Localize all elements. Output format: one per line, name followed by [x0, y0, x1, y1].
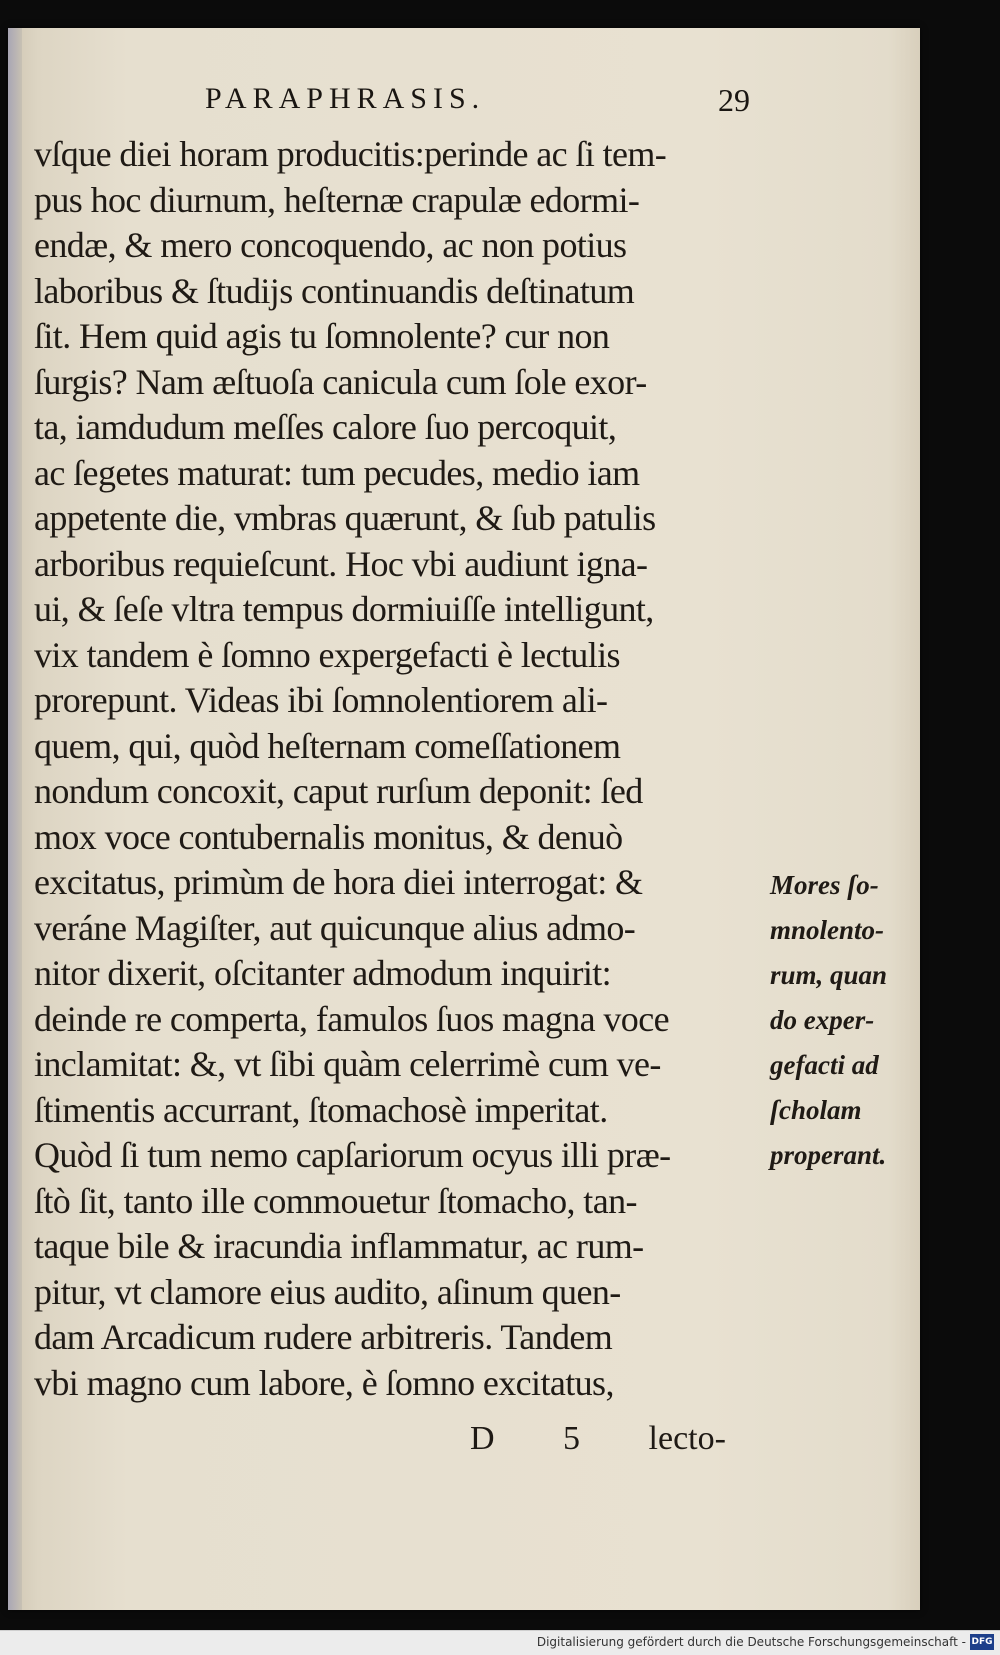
dfg-logo: DFG	[970, 1634, 994, 1650]
text-line: ta, iamdudum meſſes calore ſuo percoquit,	[34, 407, 617, 447]
page-number: 29	[718, 82, 750, 118]
text-line: endæ, & mero concoquendo, ac non potius	[34, 225, 627, 265]
text-line: inclamitat: &, vt ſibi quàm celerrimè cum ve-	[34, 1044, 661, 1084]
margin-note-line: ſcholam	[770, 1095, 862, 1125]
text-line: appetente die, vmbras quærunt, & ſub patulis	[34, 498, 656, 538]
text-line: laboribus & ſtudijs continuandis deſtinatum	[34, 270, 635, 311]
running-head: PARAPHRASIS.	[205, 82, 486, 115]
page-header	[205, 82, 750, 122]
text-line: mox voce contubernalis monitus, & denuò	[34, 816, 623, 857]
text-line: ſtò ſit, tanto ille commouetur ſtomacho, tan-	[34, 1180, 637, 1221]
page-gutter	[8, 28, 22, 1610]
text-line: vſque diei horam producitis:perinde ac ſi tem-	[34, 134, 667, 174]
text-line: taque bile & iracundia inflammatur, ac rum-	[34, 1226, 644, 1266]
margin-note-line: do exper-	[770, 1005, 875, 1035]
margin-note-line: rum, quan	[770, 960, 888, 990]
text-line: vix tandem è ſomno expergefacti è lectulis	[34, 634, 620, 675]
footer-credit: Digitalisierung gefördert durch die Deutsche Forschungsgemeinschaft -	[536, 1635, 966, 1649]
digitization-footer	[0, 1630, 1000, 1655]
text-line: veráne Magiſter, aut quicunque alius admo-	[34, 907, 636, 948]
text-line: ui, & ſeſe vltra tempus dormiuiſſe intelligunt,	[34, 589, 654, 629]
text-line: Quòd ſi tum nemo capſariorum ocyus illi præ-	[34, 1135, 671, 1175]
text-line: pitur, vt clamore eius audito, aſinum quen-	[34, 1271, 621, 1312]
text-line: pus hoc diurnum, heſternæ crapulæ edormi-	[34, 179, 640, 220]
main-text-block	[34, 132, 754, 1406]
text-line: nondum concoxit, caput rurſum deponit: ſed	[34, 771, 643, 811]
text-line: vbi magno cum labore, è ſomno excitatus,	[34, 1362, 614, 1403]
text-line: ſurgis? Nam æſtuoſa canicula cum ſole exor-	[34, 361, 647, 402]
text-line: prorepunt. Videas ibi ſomnolentiorem ali-	[34, 680, 608, 720]
text-line: nitor dixerit, oſcitanter admodum inquirit:	[34, 953, 612, 993]
text-line: excitatus, primùm de hora diei interrogat: &	[34, 862, 643, 902]
margin-note-line: mnolento-	[770, 915, 885, 945]
text-line: deinde re comperta, famulos ſuos magna voce	[34, 998, 669, 1039]
catchwords: D 5 lecto-	[470, 1420, 726, 1457]
marginal-note	[770, 863, 920, 1178]
text-line: quem, qui, quòd heſternam comeſſationem	[34, 725, 621, 766]
margin-note-line: gefacti ad	[770, 1050, 879, 1080]
text-line: dam Arcadicum rudere arbitreris. Tandem	[34, 1317, 613, 1357]
text-line: ac ſegetes maturat: tum pecudes, medio iam	[34, 452, 640, 493]
text-line: ſit. Hem quid agis tu ſomnolente? cur non	[34, 316, 610, 356]
margin-note-line: properant.	[770, 1140, 887, 1170]
margin-note-line: Mores ſo-	[770, 870, 879, 900]
text-line: arboribus requieſcunt. Hoc vbi audiunt igna-	[34, 543, 648, 584]
text-line: ſtimentis accurrant, ſtomachosè imperitat.	[34, 1089, 608, 1130]
